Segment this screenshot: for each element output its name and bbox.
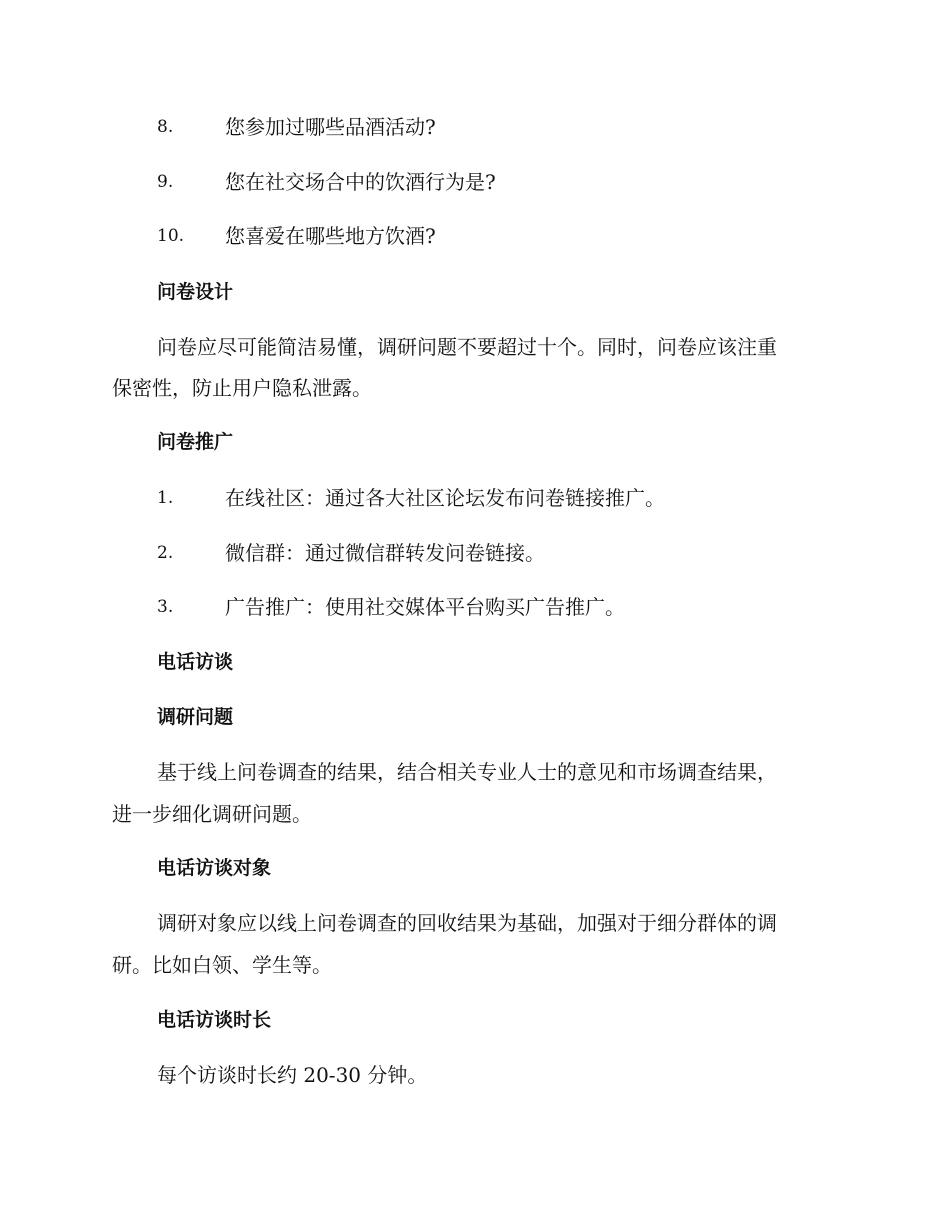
list-number: 2. — [157, 543, 174, 563]
heading-text: 问卷推广 — [157, 431, 234, 453]
list-item — [0, 483, 950, 513]
paragraph-text: 调研对象应以线上问卷调查的回收结果为基础，加强对于细分群体的调 — [157, 911, 777, 935]
subsection-heading-interview-targets — [0, 853, 950, 883]
paragraph-text: 研。比如白领、学生等。 — [112, 953, 332, 977]
section-heading-questionnaire-design — [0, 277, 950, 307]
list-item-text: 您参加过哪些品酒活动? — [225, 115, 436, 139]
list-item-text: 在线社区：通过各大社区论坛发布问卷链接推广。 — [225, 486, 665, 510]
list-number: 9. — [157, 172, 174, 192]
list-item-text: 微信群：通过微信群转发问卷链接。 — [225, 541, 545, 565]
list-item-text: 广告推广：使用社交媒体平台购买广告推广。 — [225, 595, 625, 619]
list-item — [0, 112, 950, 142]
paragraph-text: 保密性，防止用户隐私泄露。 — [112, 376, 372, 400]
list-item-text: 您在社交场合中的饮酒行为是? — [225, 170, 496, 194]
paragraph-text: 问卷应尽可能简洁易懂，调研问题不要超过十个。同时，问卷应该注重 — [157, 335, 777, 359]
heading-text: 电话访谈对象 — [157, 857, 272, 879]
list-item — [0, 538, 950, 568]
list-number: 1. — [157, 488, 174, 508]
paragraph-line — [0, 908, 950, 938]
heading-text: 问卷设计 — [157, 281, 234, 303]
list-item-text: 您喜爱在哪些地方饮酒? — [225, 224, 436, 248]
section-heading-phone-interview — [0, 647, 950, 677]
paragraph-line — [0, 332, 950, 362]
heading-text: 调研问题 — [157, 706, 234, 728]
list-item — [0, 592, 950, 622]
heading-text: 电话访谈 — [157, 651, 234, 673]
paragraph-line — [0, 799, 950, 829]
list-item — [0, 221, 950, 251]
paragraph-line — [0, 950, 950, 980]
paragraph-line — [0, 1060, 950, 1090]
list-number: 3. — [157, 597, 174, 617]
list-number: 8. — [157, 117, 174, 137]
subsection-heading-interview-duration — [0, 1005, 950, 1035]
list-number: 10. — [157, 226, 185, 246]
paragraph-text: 每个访谈时长约 20-30 分钟。 — [157, 1063, 428, 1087]
list-item — [0, 167, 950, 197]
paragraph-text: 基于线上问卷调查的结果，结合相关专业人士的意见和市场调查结果， — [157, 760, 777, 784]
section-heading-questionnaire-promotion — [0, 427, 950, 457]
subsection-heading-research-questions — [0, 702, 950, 732]
paragraph-text: 进一步细化调研问题。 — [112, 802, 312, 826]
heading-text: 电话访谈时长 — [157, 1009, 272, 1031]
paragraph-line — [0, 373, 950, 403]
paragraph-line — [0, 757, 950, 787]
